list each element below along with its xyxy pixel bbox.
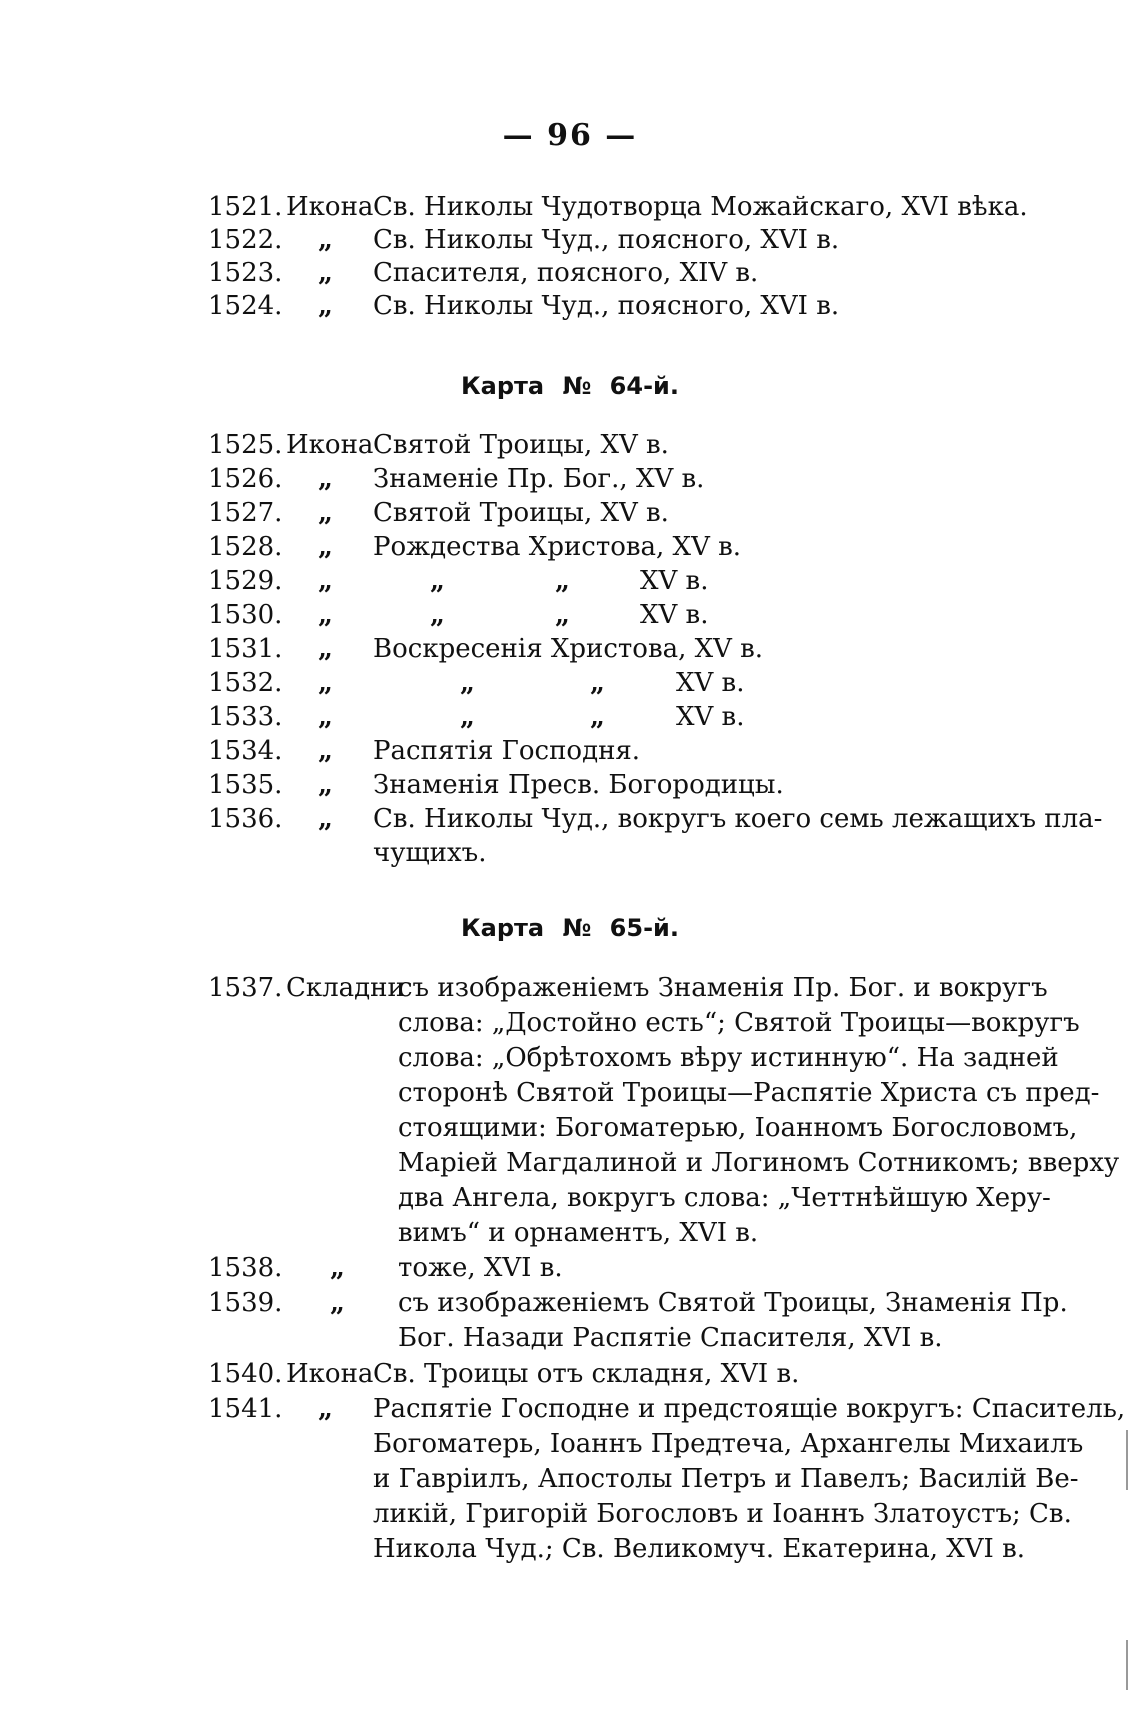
ditto-mark: „ — [318, 291, 333, 321]
list-item — [0, 498, 1140, 532]
entry-text: съ изображеніемъ Знаменія Пр. Бог. и вокругъ — [398, 973, 1048, 1003]
entry-continuation — [0, 1464, 1140, 1498]
entry-text: Св. Николы Чуд., поясного, XVI в. — [373, 225, 840, 255]
entry-continuation — [0, 1183, 1140, 1217]
entry-text: Воскресенія Христова, XV в. — [373, 634, 764, 664]
ditto-mark: „ — [318, 498, 333, 528]
entry-text: Распятіе Господне и предстоящіе вокругъ: Спаситель, — [373, 1394, 1126, 1424]
entry-kind: Складни — [286, 973, 405, 1003]
entry-number: 1533. — [208, 702, 283, 732]
entry-number: 1531. — [208, 634, 283, 664]
entry-continuation — [0, 1429, 1140, 1463]
entry-number: 1526. — [208, 464, 283, 494]
entry-text: Св. Троицы отъ складня, XVI в. — [373, 1359, 800, 1389]
entry-continuation — [0, 1218, 1140, 1252]
entry-number: 1523. — [208, 258, 283, 288]
entry-number: 1539. — [208, 1288, 283, 1318]
entry-number: 1524. — [208, 291, 283, 321]
ditto-mark: „ — [318, 668, 333, 698]
entry-text: вимъ“ и орнаментъ, XVI в. — [398, 1218, 759, 1248]
list-item — [0, 566, 1140, 600]
entry-kind: Икона — [286, 1359, 374, 1389]
list-item — [0, 736, 1140, 770]
entry-text: Знаменія Пресв. Богородицы. — [373, 770, 784, 800]
list-item — [0, 1359, 1140, 1393]
list-item — [0, 1253, 1140, 1287]
entry-text: и Гавріилъ, Апостолы Петръ и Павелъ; Василій Ве- — [373, 1464, 1079, 1494]
ditto-mark: „ — [318, 770, 333, 800]
entry-text: Рождества Христова, XV в. — [373, 532, 742, 562]
ditto-mark: „ — [330, 1253, 345, 1283]
entry-continuation — [0, 1043, 1140, 1077]
entry-number: 1532. — [208, 668, 283, 698]
entry-number: 1525. — [208, 430, 283, 460]
ditto-mark: „ — [590, 702, 605, 732]
entry-number: 1521. — [208, 192, 283, 222]
ditto-mark: „ — [318, 736, 333, 766]
entry-text: Никола Чуд.; Св. Великомуч. Екатерина, XVI в. — [373, 1534, 1025, 1564]
list-item — [0, 770, 1140, 804]
list-item — [0, 192, 1140, 226]
entry-continuation — [0, 1534, 1140, 1568]
entry-text: Знаменіе Пр. Бог., XV в. — [373, 464, 705, 494]
page-number: — 96 — — [502, 118, 638, 153]
entry-text: Маріей Магдалиной и Логиномъ Сотникомъ; вверху — [398, 1148, 1120, 1178]
entry-number: 1527. — [208, 498, 283, 528]
entry-number: 1528. — [208, 532, 283, 562]
ditto-mark: „ — [330, 1288, 345, 1318]
list-item — [0, 973, 1140, 1007]
entry-text: Богоматерь, Іоаннъ Предтеча, Архангелы Михаилъ — [373, 1429, 1084, 1459]
entry-continuation — [0, 1078, 1140, 1112]
ditto-mark: „ — [318, 702, 333, 732]
list-item — [0, 291, 1140, 325]
list-item — [0, 702, 1140, 736]
list-item — [0, 532, 1140, 566]
entry-number: 1537. — [208, 973, 283, 1003]
entry-continuation — [0, 838, 1140, 872]
list-item — [0, 225, 1140, 259]
ditto-mark: „ — [555, 566, 570, 596]
ditto-mark: „ — [555, 600, 570, 630]
entry-number: 1534. — [208, 736, 283, 766]
entry-text: чущихъ. — [373, 838, 487, 868]
entry-text: Бог. Назади Распятіе Спасителя, XVI в. — [398, 1323, 943, 1353]
ditto-mark: „ — [590, 668, 605, 698]
entry-text: стоящими: Богоматерью, Іоанномъ Богословомъ, — [398, 1113, 1078, 1143]
entry-text: тоже, XVI в. — [398, 1253, 563, 1283]
entry-text: слова: „Достойно есть“; Святой Троицы—вокругъ — [398, 1008, 1080, 1038]
entry-text: Св. Николы Чуд., вокругъ коего семь лежащихъ пла- — [373, 804, 1103, 834]
entry-continuation — [0, 1148, 1140, 1182]
ditto-mark: „ — [460, 668, 475, 698]
entry-text: съ изображеніемъ Святой Троицы, Знаменія Пр. — [398, 1288, 1068, 1318]
ditto-mark: „ — [430, 566, 445, 596]
ditto-mark: „ — [318, 600, 333, 630]
list-item — [0, 1394, 1140, 1428]
entry-text: XV в. — [676, 702, 745, 732]
entry-text: XV в. — [640, 600, 709, 630]
entry-number: 1536. — [208, 804, 283, 834]
entry-text: сторонѣ Святой Троицы—Распятіе Христа съ пред- — [398, 1078, 1100, 1108]
entry-kind: Икона — [286, 430, 374, 460]
entry-text: ликій, Григорій Богословъ и Іоаннъ Златоустъ; Св. — [373, 1499, 1072, 1529]
entry-number: 1538. — [208, 1253, 283, 1283]
list-item — [0, 634, 1140, 668]
scan-mark — [1126, 1640, 1128, 1690]
entry-number: 1522. — [208, 225, 283, 255]
entry-text: Святой Троицы, XV в. — [373, 498, 669, 528]
scan-mark — [1126, 1430, 1128, 1490]
entry-text: XV в. — [676, 668, 745, 698]
entry-text: Св. Николы Чудотворца Можайскаго, XVI вѣка. — [373, 192, 1028, 222]
list-item — [0, 258, 1140, 292]
list-item — [0, 600, 1140, 634]
entry-text: Св. Николы Чуд., поясного, XVI в. — [373, 291, 840, 321]
entry-number: 1530. — [208, 600, 283, 630]
section-heading: Карта № 64-й. — [461, 372, 679, 400]
list-item — [0, 804, 1140, 838]
entry-number: 1535. — [208, 770, 283, 800]
list-item — [0, 430, 1140, 464]
entry-number: 1540. — [208, 1359, 283, 1389]
entry-continuation — [0, 1323, 1140, 1357]
list-item — [0, 668, 1140, 702]
entry-text: два Ангела, вокругъ слова: „Четтнѣйшую Херу- — [398, 1183, 1051, 1213]
ditto-mark: „ — [318, 634, 333, 664]
entry-text: XV в. — [640, 566, 709, 596]
ditto-mark: „ — [318, 258, 333, 288]
ditto-mark: „ — [430, 600, 445, 630]
entry-continuation — [0, 1113, 1140, 1147]
ditto-mark: „ — [318, 532, 333, 562]
entry-text: Святой Троицы, XV в. — [373, 430, 669, 460]
ditto-mark: „ — [318, 464, 333, 494]
ditto-mark: „ — [460, 702, 475, 732]
entry-continuation — [0, 1008, 1140, 1042]
ditto-mark: „ — [318, 804, 333, 834]
list-item — [0, 1288, 1140, 1322]
entry-text: слова: „Обрѣтохомъ вѣру истинную“. На задней — [398, 1043, 1059, 1073]
entry-number: 1541. — [208, 1394, 283, 1424]
ditto-mark: „ — [318, 225, 333, 255]
entry-text: Спасителя, поясного, XIV в. — [373, 258, 759, 288]
list-item — [0, 464, 1140, 498]
ditto-mark: „ — [318, 1394, 333, 1424]
entry-text: Распятія Господня. — [373, 736, 641, 766]
entry-number: 1529. — [208, 566, 283, 596]
entry-continuation — [0, 1499, 1140, 1533]
entry-kind: Икона — [286, 192, 374, 222]
section-heading: Карта № 65-й. — [461, 914, 679, 942]
ditto-mark: „ — [318, 566, 333, 596]
